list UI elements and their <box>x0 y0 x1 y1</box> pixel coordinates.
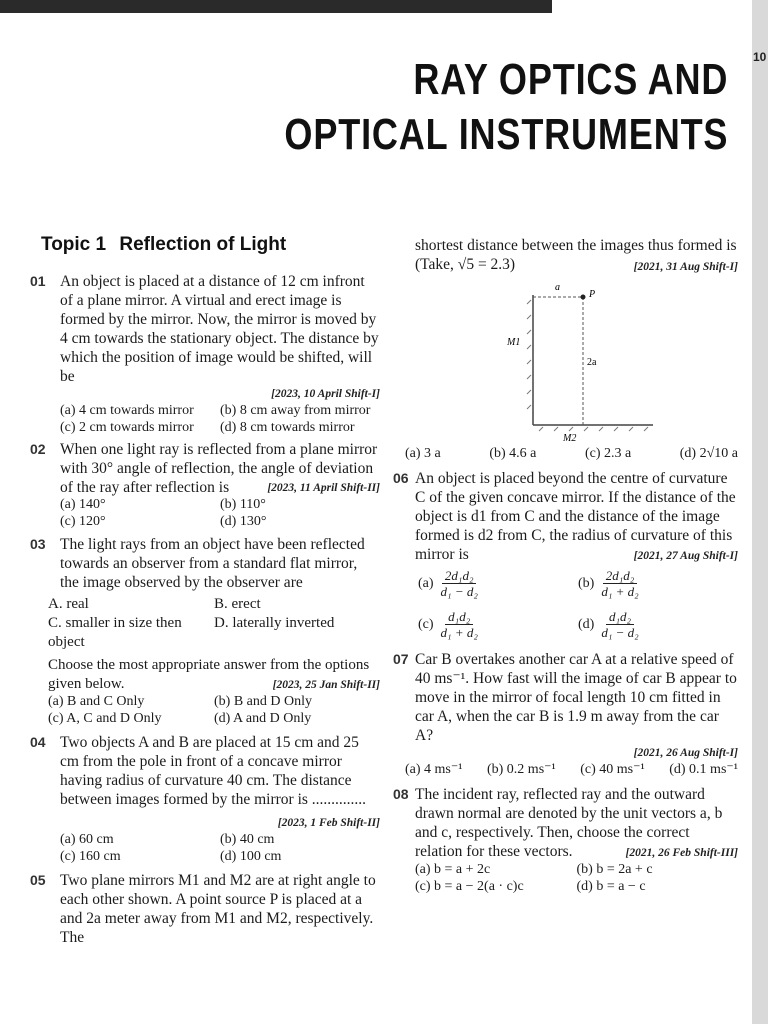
options <box>405 445 738 463</box>
question-text: The incident ray, reflected ray and the outward drawn normal are denoted by the unit vectors a, b and c, respectively. Then, choose the correct relation for these vectors. <box>415 786 723 860</box>
question-number: 08 <box>393 786 409 802</box>
question-03 <box>30 535 380 727</box>
page-right-edge <box>752 0 768 1024</box>
options <box>405 761 738 779</box>
option-b[interactable]: (b) 40 cm <box>220 832 275 847</box>
chapter-title <box>284 52 728 162</box>
option-c[interactable]: (c) 40 ms⁻¹ <box>580 762 645 777</box>
option-c[interactable]: (c) 2 cm towards mirror <box>60 420 194 435</box>
question-01 <box>30 272 380 436</box>
question-text: Two plane mirrors M1 and M2 are at right angle to each other shown. A point source P is placed at a and 2a meter away from M1 and M2, respectively. The <box>60 872 376 946</box>
statement-b: B. erect <box>214 596 261 612</box>
page-number: 10 <box>753 50 767 64</box>
label-2a: 2a <box>587 357 597 368</box>
statement-a: A. real <box>48 596 89 612</box>
option-b[interactable]: (b) 4.6 a <box>489 446 537 461</box>
question-text: The light rays from an object have been reflected towards an observer from a standard flat mirror, the image observed by the observer are <box>60 536 365 591</box>
option-b[interactable]: (b) 110° <box>220 497 266 512</box>
question-number: 07 <box>393 651 409 667</box>
topic-name: Reflection of Light <box>119 234 287 255</box>
option-b[interactable]: (b) 0.2 ms⁻¹ <box>486 762 556 777</box>
question-number: 06 <box>393 470 409 486</box>
question-number: 05 <box>30 872 46 888</box>
question-number: 04 <box>30 734 46 750</box>
statements <box>48 595 380 652</box>
option-a[interactable]: (a) 60 cm <box>60 832 114 847</box>
mirror-m1 <box>527 295 533 425</box>
question-text: Two objects A and B are placed at 15 cm and 25 cm from the pole in front of a concave mirror having radius of curvature 40 cm. The distance between images formed by the mirror is .............. <box>60 734 367 808</box>
topic-heading <box>41 234 286 256</box>
question-source: [2021, 26 Aug Shift-I] <box>633 747 738 759</box>
option-a[interactable]: (a) B and C Only <box>48 694 145 709</box>
question-08 <box>393 785 738 895</box>
option-c[interactable]: (c) $\frac{\text{d₁d₂}}{\text{d₁ + d₂}}$ <box>418 609 578 640</box>
label-a: a <box>555 282 560 293</box>
chapter-title-line2: OPTICAL INSTRUMENTS <box>284 110 728 159</box>
question-text: An object is placed beyond the centre of curvature C of the given concave mirror. If the distance of the object is d1 from C and the distance of the image formed is d2 from C, the radius of curvature of this mirror is <box>415 470 736 563</box>
label-p: P <box>589 289 596 300</box>
option-d[interactable]: (d) 0.1 ms⁻¹ <box>669 762 738 777</box>
statement-c: C. smaller in size then object <box>48 615 182 650</box>
statement-d: D. laterally inverted <box>214 615 335 631</box>
option-a[interactable]: (a) 4 ms⁻¹ <box>405 762 463 777</box>
mirror-diagram <box>503 275 653 445</box>
option-a[interactable]: (a) 4 cm towards mirror <box>60 403 194 418</box>
question-text: When one light ray is reflected from a plane mirror with 30° angle of reflection, the angle of deviation of the ray after reflection is <box>60 441 378 496</box>
question-source: [2023, 10 April Shift-I] <box>271 388 380 400</box>
options <box>418 568 738 640</box>
label-m1: M1 <box>507 337 521 348</box>
option-a[interactable]: (a) 140° <box>60 497 106 512</box>
option-c[interactable]: (c) 2.3 a <box>584 446 632 461</box>
option-b[interactable]: (b) B and D Only <box>214 694 312 709</box>
question-source: [2021, 27 Aug Shift-I] <box>633 550 738 562</box>
fraction: $\frac{\text{d₁d₂}}{\text{d₁ − d₂}}$ <box>601 609 639 640</box>
question-07 <box>393 650 738 779</box>
point-source-p <box>581 295 586 300</box>
question-05-continued <box>393 236 738 463</box>
question-06 <box>393 469 738 640</box>
question-text: An object is placed at a distance of 12 cm infront of a plane mirror. A virtual and erect image is formed by the mirror. Now, the mirror is moved by 4 cm towards the stationary object. The distance by which the position of image would be shifted, will be <box>60 273 379 385</box>
question-source: [2021, 26 Feb Shift-III] <box>625 847 738 859</box>
option-a[interactable]: (a) $\frac{\text{2d₁d₂}}{\text{d₁ − d₂}}$ <box>418 568 578 599</box>
option-c[interactable]: (c) 120° <box>60 514 106 529</box>
fraction: $\frac{\text{d₁d₂}}{\text{d₁ + d₂}}$ <box>440 609 478 640</box>
option-d[interactable]: (d) 100 cm <box>220 849 282 864</box>
options <box>60 402 380 436</box>
option-b[interactable]: (b) 8 cm away from mirror <box>220 403 371 418</box>
topic-label: Topic 1 <box>41 234 107 255</box>
question-number: 03 <box>30 536 46 552</box>
question-source: [2023, 1 Feb Shift-II] <box>277 817 380 829</box>
option-d[interactable]: (d) 130° <box>220 514 267 529</box>
option-d[interactable]: (d) 8 cm towards mirror <box>220 420 355 435</box>
option-a[interactable]: (a) 3 a <box>405 446 441 461</box>
fraction: $\frac{\text{2d₁d₂}}{\text{d₁ − d₂}}$ <box>440 568 478 599</box>
question-source: [2021, 31 Aug Shift-I] <box>633 261 738 273</box>
option-a[interactable]: (a) b = a + 2c <box>415 862 491 877</box>
question-04 <box>30 733 380 865</box>
top-dark-strip <box>0 0 552 13</box>
label-m2: M2 <box>563 433 577 444</box>
option-d[interactable]: (d) A and D Only <box>214 711 312 726</box>
options <box>415 861 738 895</box>
question-number: 02 <box>30 441 46 457</box>
question-number: 01 <box>30 273 46 289</box>
question-source: [2023, 25 Jan Shift-II] <box>272 679 380 691</box>
question-instruction: Choose the most appropriate answer from the options given below. <box>48 657 370 692</box>
option-c[interactable]: (c) 160 cm <box>60 849 121 864</box>
options <box>60 496 380 530</box>
option-c[interactable]: (c) A, C and D Only <box>48 711 162 726</box>
option-b[interactable]: (b) b = 2a + c <box>576 862 653 877</box>
options <box>48 693 380 727</box>
question-continuation: shortest distance between the images thus formed is (Take, √5 = 2.3) <box>415 237 737 273</box>
options <box>60 831 380 865</box>
question-02 <box>30 440 380 530</box>
question-05 <box>30 871 380 947</box>
option-d[interactable]: (d) 2√10 a <box>679 446 738 461</box>
left-column <box>30 272 380 947</box>
option-c[interactable]: (c) b = a − 2(a · c)c <box>415 879 524 894</box>
question-text: Car B overtakes another car A at a relative speed of 40 ms⁻¹. How fast will the image of car B appear to move in the mirror of focal length 10 cm fitted in car A, when the car B is 1.9 m away from the car A? <box>415 651 737 744</box>
option-d[interactable]: (d) b = a − c <box>576 879 646 894</box>
chapter-title-line1: RAY OPTICS AND <box>413 55 728 104</box>
fraction: $\frac{\text{2d₁d₂}}{\text{d₁ + d₂}}$ <box>601 568 639 599</box>
option-d[interactable]: (d) $\frac{\text{d₁d₂}}{\text{d₁ − d₂}}$ <box>578 609 738 640</box>
question-source: [2023, 11 April Shift-II] <box>267 482 380 494</box>
option-b[interactable]: (b) $\frac{\text{2d₁d₂}}{\text{d₁ + d₂}}$ <box>578 568 738 599</box>
right-column <box>393 236 738 895</box>
mirror-m2 <box>533 425 653 431</box>
